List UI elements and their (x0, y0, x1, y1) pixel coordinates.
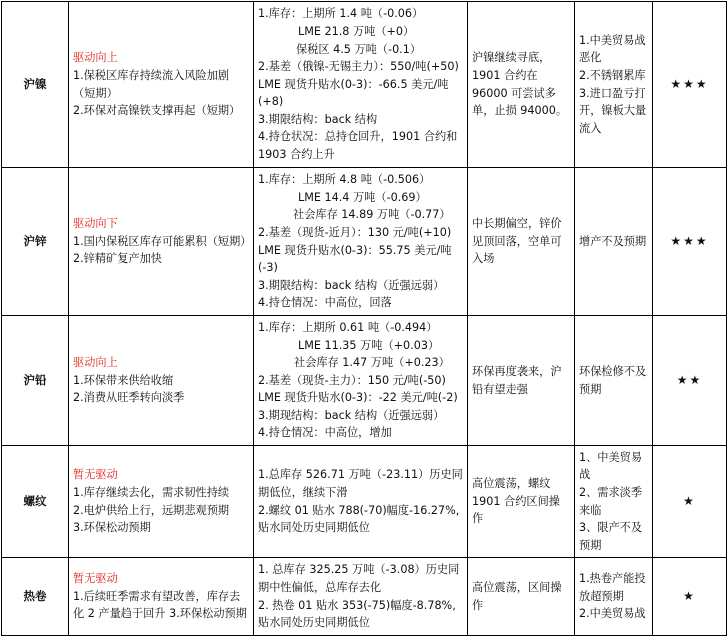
driver-point: 1.库存继续去化，需求韧性持续 (73, 485, 230, 499)
strategy-cell: 高位震荡，区间操作 (468, 558, 575, 636)
strategy-cell: 中长期偏空，锌价见顶回落，空单可入场 (468, 168, 575, 316)
fundamental-line: 2.螺纹 01 贴水 788(-70)幅度-16.27%,贴水同处历史同期低位 (258, 503, 460, 535)
fundamental-line: 保税区 4.5 万吨（-0.1） (296, 42, 422, 56)
risk-text: 1、中美贸易战 2、需求淡季来临 3、限产不及预期 (579, 450, 643, 552)
fundamental-line: 3.期现结构：back 结构（近强远弱） (258, 408, 445, 422)
risk-cell (575, 316, 653, 446)
fundamental-line: LME 21.8 万吨（+0） (298, 24, 415, 38)
driver-point: 2.消费从旺季转向淡季 (73, 391, 185, 405)
strategy-cell: 高位震荡，螺纹 1901 合约区间操作 (468, 446, 575, 558)
fundamental-line: 社会库存 1.47 万吨（+0.23） (294, 356, 450, 370)
risk-cell (575, 2, 653, 168)
table-row (2, 2, 727, 168)
fundamental-line: 1.库存：上期所 4.8 吨（-0.506） (258, 173, 431, 187)
fundamental-line: 1.库存：上期所 0.61 吨（-0.494） (258, 320, 438, 334)
fundamental-line: 4.持仓情况：中高位，回落 (258, 296, 392, 310)
driver-point: 1.国内保税区库存可能累积（短期） (73, 234, 252, 248)
table-row (2, 316, 727, 446)
fundamental-line: 3.期限结构：back 结构（近强远弱） (258, 278, 445, 292)
fundamental-line: 1.库存：上期所 1.4 吨（-0.06） (258, 7, 424, 21)
table-row (2, 558, 727, 636)
risk-text: 1.中美贸易战恶化 2.不锈钢累库 3.进口盈亏打开，镍板大量流入 (579, 33, 647, 135)
rating-stars: ★★ (653, 316, 727, 446)
fundamentals-cell (254, 168, 468, 316)
fundamental-line: 4.持仓状况：总持仓回升，1901 合约和 1903 合约上升 (258, 130, 458, 162)
fundamental-line: 2.基差（现货-近月）：130 元/吨(+10) (258, 225, 452, 239)
commodity-name: 沪锌 (2, 168, 69, 316)
fundamentals-cell (254, 558, 468, 636)
fundamental-line: 1. 总库存 325.25 万吨（-3.08）历史同期中性偏低，总库存去化 (258, 563, 460, 594)
commodity-name: 沪镍 (2, 2, 69, 168)
driver-direction: 暂无驱动 (73, 468, 118, 482)
commodity-name: 螺纹 (2, 446, 69, 558)
fundamental-line: LME 现货升贴水(0-3)：55.75 美元/吨(-3) (258, 243, 452, 275)
fundamental-line: 2. 热卷 01 贴水 353(-75)幅度-8.78%,贴水同处历史同期低位 (258, 598, 456, 630)
table-row (2, 446, 727, 558)
driver-point: 3.环保松动预期 (73, 521, 151, 535)
fundamental-line: 3.期限结构：back 结构 (258, 112, 378, 126)
fundamental-line: LME 11.35 万吨（+0.03） (298, 338, 440, 352)
fundamental-line: LME 现货升贴水(0-3)：-66.5 美元/吨(+8) (258, 77, 449, 109)
driver-cell (69, 446, 254, 558)
fundamental-line: 2.基差（现货-主力）：150 元/吨(-50) (258, 373, 446, 387)
driver-point: 1.后续旺季需求有望改善，库存去化 2 产量趋于回升 3.环保松动预期 (73, 589, 247, 621)
driver-point: 1.环保带来供给收缩 (73, 373, 174, 387)
fundamental-line: 2.基差（俄镍-无锡主力）：550/吨(+50) (258, 60, 459, 74)
fundamental-line: 社会库存 14.89 万吨（-0.77） (293, 208, 451, 222)
fundamental-line: LME 14.4 万吨（-0.69） (298, 190, 427, 204)
commodity-name: 沪铅 (2, 316, 69, 446)
fundamentals-cell (254, 316, 468, 446)
driver-point: 2.锌精矿复产加快 (73, 252, 162, 266)
driver-direction: 驱动向下 (73, 217, 118, 231)
rating-stars: ★★★ (653, 2, 727, 168)
table-row (2, 168, 727, 316)
risk-cell (575, 168, 653, 316)
driver-point: 1.保税区库存持续流入风险加剧（短期） (73, 68, 230, 100)
commodity-name: 热卷 (2, 558, 69, 636)
risk-cell (575, 558, 653, 636)
strategy-cell: 沪镍继续寻底，1901 合约在 96000 可尝试多单，止损 94000。 (468, 2, 575, 168)
risk-text: 增产不及预期 (579, 234, 647, 248)
strategy-cell: 环保再度袭来，沪铅有望走强 (468, 316, 575, 446)
risk-cell (575, 446, 653, 558)
driver-cell (69, 168, 254, 316)
commodity-strategy-table (1, 1, 727, 636)
fundamentals-cell (254, 446, 468, 558)
risk-text: 1.热卷产能投放超预期 2.中美贸易战 (579, 572, 646, 621)
fundamental-line: 1.总库存 526.71 万吨（-23.11）历史同期低位，继续下滑 (258, 468, 463, 499)
driver-direction: 暂无驱动 (73, 572, 118, 586)
rating-stars: ★ (653, 558, 727, 636)
driver-cell (69, 316, 254, 446)
risk-text: 环保检修不及预期 (579, 364, 647, 396)
driver-cell (69, 558, 254, 636)
fundamental-line: LME 现货升贴水(0-3)：-22 美元/吨(-2) (258, 391, 458, 405)
fundamental-line: 4.持仓情况：中高位，增加 (258, 426, 392, 440)
rating-stars: ★ (653, 446, 727, 558)
rating-stars: ★★★ (653, 168, 727, 316)
fundamentals-cell (254, 2, 468, 168)
driver-point: 2.电炉供给上行，远期悲观预期 (73, 503, 230, 517)
driver-cell (69, 2, 254, 168)
driver-point: 2.环保对高镍铁支撑再起（短期） (73, 104, 241, 118)
driver-direction: 驱动向上 (73, 356, 118, 370)
driver-direction: 驱动向上 (73, 51, 118, 65)
